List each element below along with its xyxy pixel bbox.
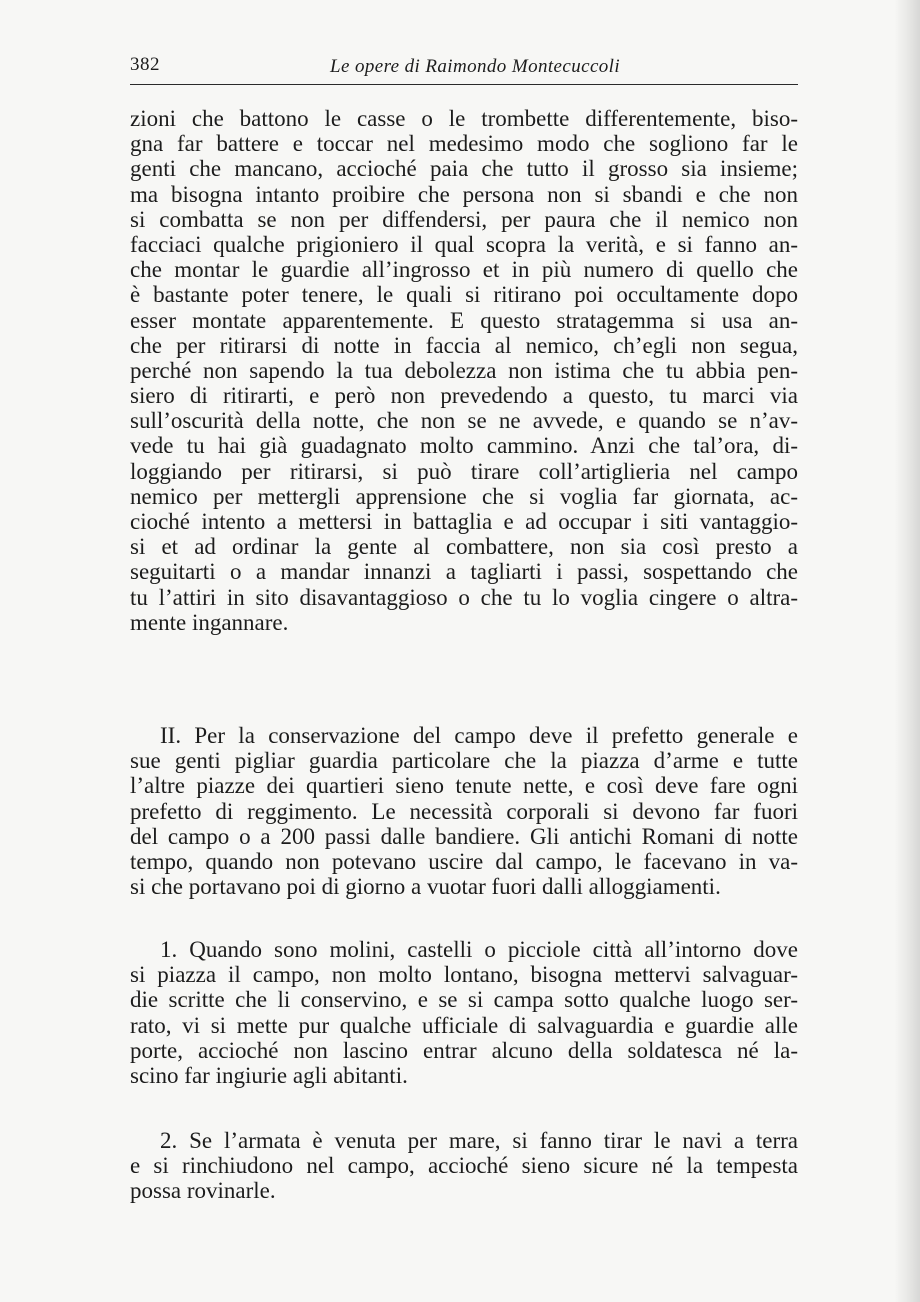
page-number: 382 (130, 54, 160, 75)
text-line: si combatta se non per diffendersi, per paura che il nemico non (130, 206, 798, 232)
text-line: si et ad ordinar la gente al combattere, non sia così presto a (130, 534, 798, 560)
text-line: nemico per mettergli apprensione che si voglia far giornata, ac- (130, 483, 798, 509)
text-line: mente ingannare. (130, 609, 289, 635)
text-line: seguitarti o a mandar innanzi a tagliarti i passi, sospettando che (130, 559, 798, 585)
text-line: 2. Se l’armata è venuta per mare, si fanno tirar le navi a terra (160, 1128, 798, 1153)
page-edge-shadow (894, 0, 920, 1302)
text-line: è bastante poter tenere, le quali si ritirano poi occultamente dopo (130, 282, 798, 308)
text-line: del campo o a 200 passi dalle bandiere. Gli antichi Romani di notte (130, 823, 798, 849)
text-line: zioni che battono le casse o le trombette differentemente, biso- (130, 106, 798, 131)
text-line: l’altre piazze dei quartieri sieno tenute nette, e così deve fare ogni (130, 773, 798, 799)
text-line: cioché intento a mettersi in battaglia e ad occupar i siti vantaggio- (130, 509, 798, 534)
text-line: e si rinchiudono nel campo, accioché sieno sicure né la tempesta (130, 1153, 798, 1179)
text-line: esser montate apparentemente. E questo stratagemma si usa an- (130, 307, 798, 333)
text-line: sue genti pigliar guardia particolare che la piazza d’arme e tutte (130, 748, 798, 774)
text-line: scino far ingiurie agli abitanti. (130, 1062, 408, 1088)
running-header (130, 52, 798, 85)
text-line: tu l’attiri in sito disavantaggioso o che tu lo voglia cingere o altra- (130, 584, 798, 610)
text-line: genti che mancano, accioché paia che tutto il grosso sia insieme; (130, 156, 798, 182)
text-line: loggiando per ritirarsi, si può tirare coll’artiglieria nel campo (130, 458, 798, 484)
paragraph-item-2 (130, 1128, 798, 1204)
text-line: 1. Quando sono molini, castelli o picciole città all’intorno dove (160, 937, 798, 962)
text-line: gna far battere e toccar nel medesimo modo che sogliono far le (130, 131, 798, 157)
text-line: siero di ritirarti, e però non prevedendo a questo, tu marci via (130, 383, 798, 409)
running-title: Le opere di Raimondo Montecuccoli (330, 56, 621, 77)
text-line: si che portavano poi di giorno a vuotar fuori dalli alloggiamenti. (130, 874, 721, 900)
text-line: perché non sapendo la tua debolezza non istima che tu abbia pen- (130, 357, 798, 383)
text-line: rato, vi si mette pur qualche ufficiale di salvaguardia e guardie alle (130, 1012, 798, 1038)
text-line: sull’oscurità della notte, che non se ne avvede, e quando se n’av- (130, 408, 798, 434)
text-line: porte, accioché non lascino entrar alcuno della soldatesca né la- (130, 1037, 798, 1063)
text-line: possa rovinarle. (130, 1178, 276, 1204)
text-line: che montar le guardie all’ingrosso et in più numero di quello che (130, 257, 798, 283)
paragraph-item-1 (130, 937, 798, 1088)
paragraph-continuation (130, 106, 798, 635)
text-line: che per ritirarsi di notte in faccia al nemico, ch’egli non segua, (130, 332, 798, 358)
text-line: die scritte che li conservino, e se si campa sotto qualche luogo ser- (130, 987, 798, 1013)
text-line: facciaci qualche prigioniero il qual scopra la verità, e si fanno an- (130, 231, 798, 257)
text-line: vede tu hai già guadagnato molto cammino. Anzi che tal’ora, di- (130, 433, 798, 459)
text-line: prefetto di reggimento. Le necessità corporali si devono far fuori (130, 798, 798, 824)
paragraph-section-ii (130, 723, 798, 899)
text-line: si piazza il campo, non molto lontano, bisogna mettervi salvaguar- (130, 962, 798, 988)
text-line: II. Per la conservazione del campo deve il prefetto generale e (160, 723, 798, 748)
text-line: tempo, quando non potevano uscire dal campo, le facevano in va- (130, 848, 798, 874)
text-line: ma bisogna intanto proibire che persona non si sbandi e che non (130, 181, 798, 207)
